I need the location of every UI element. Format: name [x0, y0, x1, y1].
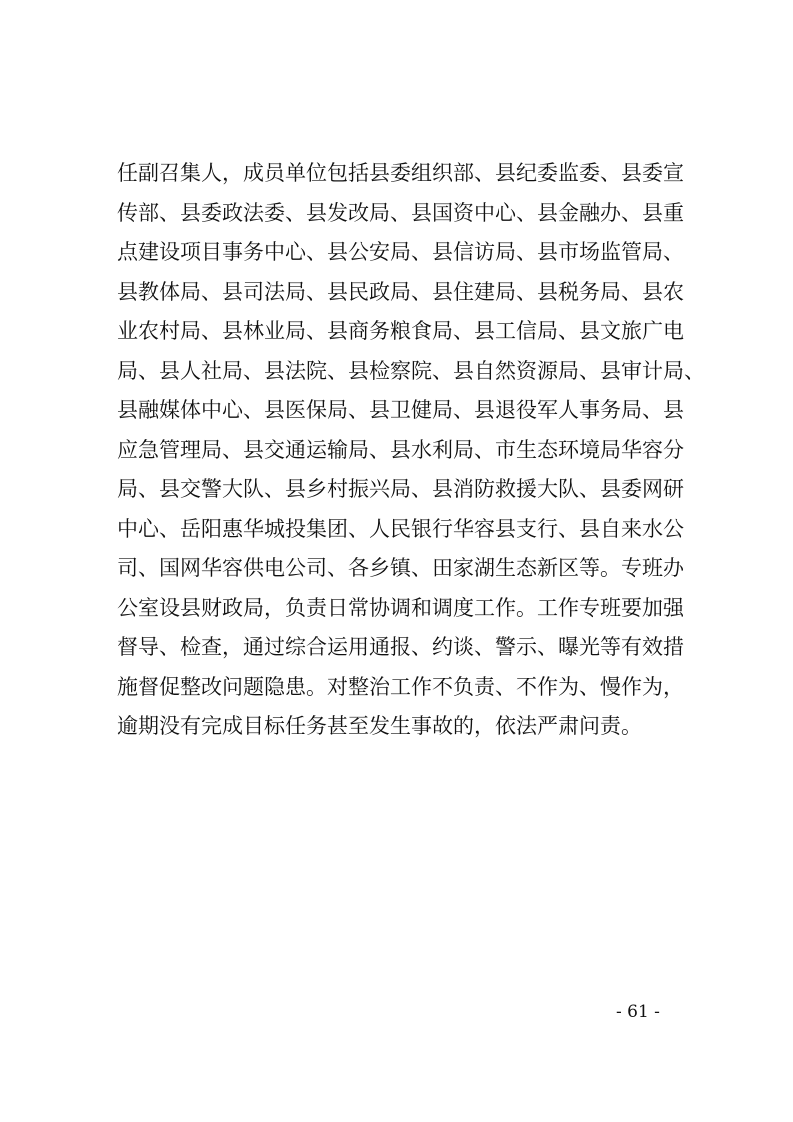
- text-line: 中心、岳阳惠华城投集团、人民银行华容县支行、县自来水公: [117, 516, 684, 541]
- text-line: 传部、县委政法委、县发改局、县国资中心、县金融办、县重: [117, 200, 684, 225]
- body-paragraph: [117, 154, 705, 747]
- text-line: 局、县人社局、县法院、县检察院、县自然资源局、县审计局、: [117, 358, 705, 383]
- text-line: 县融媒体中心、县医保局、县卫健局、县退役军人事务局、县: [117, 398, 684, 422]
- text-line: 督导、检查，通过综合运用通报、约谈、警示、曝光等有效措: [117, 635, 684, 659]
- text-line: 司、国网华容供电公司、各乡镇、田家湖生态新区等。专班办: [117, 556, 684, 580]
- page-number: - 61 -: [616, 1002, 660, 1022]
- text-line: 业农村局、县林业局、县商务粮食局、县工信局、县文旅广电: [117, 319, 684, 343]
- text-line-last: 逾期没有完成目标任务甚至发生事故的，依法严肃问责。: [117, 714, 642, 738]
- text-line: 应急管理局、县交通运输局、县水利局、市生态环境局华容分: [117, 437, 684, 462]
- text-line: 公室设县财政局，负责日常协调和调度工作。工作专班要加强: [117, 595, 684, 620]
- text-line: 点建设项目事务中心、县公安局、县信访局、县市场监管局、: [117, 240, 684, 264]
- text-line: 县教体局、县司法局、县民政局、县住建局、县税务局、县农: [117, 279, 684, 304]
- text-line: 任副召集人，成员单位包括县委组织部、县纪委监委、县委宣: [117, 161, 684, 185]
- text-line: 施督促整改问题隐患。对整治工作不负责、不作为、慢作为，: [117, 674, 684, 699]
- text-line: 局、县交警大队、县乡村振兴局、县消防救援大队、县委网研: [117, 477, 684, 501]
